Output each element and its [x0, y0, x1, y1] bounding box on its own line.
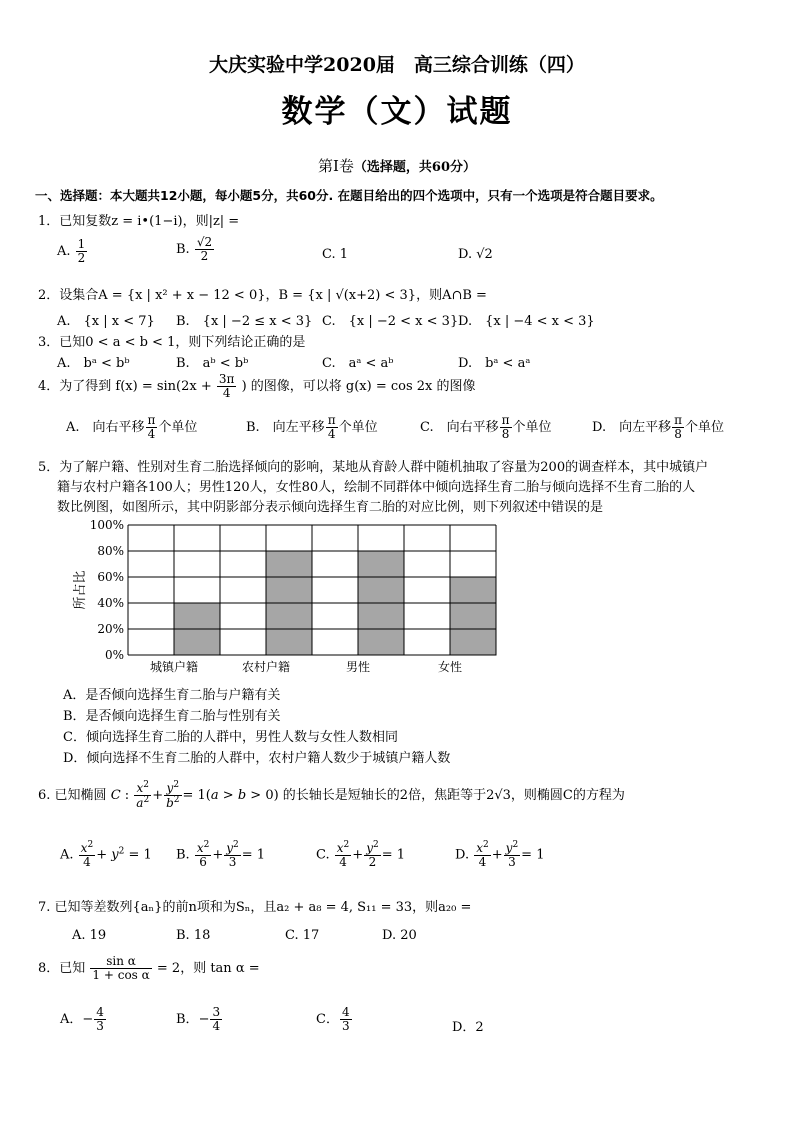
q8-stem: 8．已知 $\frac{\text{sin α}}{\text{1 + cos α}}$ = 2，则 tan α =	[38, 954, 260, 983]
q8-option-c: C． $\frac{4}{3}$	[316, 1005, 350, 1034]
q7-option-c: C. 17	[285, 928, 320, 943]
q2-option-d: D. {x | −4 < x < 3}	[458, 314, 595, 329]
q1-option-d: D. √2	[458, 247, 493, 262]
q6-option-a: A. $\frac{x^2}{4}$ + $y^2 = 1$	[60, 840, 152, 870]
school-line: 大庆实验中学2020届 高三综合训练（四）	[209, 54, 585, 76]
instructions: 一、选择题：本大题共12小题，每小题5分，共60分. 在题目给出的四个选项中，只有一个选项是符合题目要求。	[35, 188, 663, 203]
q2-stem: 2．设集合A = {x | x² + x − 12 < 0}，B = {x | √(x+2) < 3}，则A∩B =	[38, 288, 487, 303]
y-tick-label-3: 60%	[97, 570, 124, 584]
q1-option-c: C. 1	[322, 247, 349, 262]
section-title	[0, 155, 794, 176]
q3-option-a: A. bᵃ < bᵇ	[57, 356, 130, 371]
q4-option-c: C. 向右平移 $\frac{\pi}{8}$ 个单位	[420, 413, 552, 442]
x-tick-label-1: 农村户籍	[241, 660, 291, 674]
x-tick-label-3: 女性	[437, 660, 463, 674]
y-tick-label-4: 80%	[97, 544, 124, 558]
q2-option-b: B. {x | −2 ≤ x < 3}	[176, 314, 313, 329]
section-title-main: 第Ⅰ卷	[317, 157, 354, 175]
y-tick-label-2: 40%	[97, 596, 124, 610]
y-tick-label-0: 0%	[104, 648, 124, 662]
q7-option-b: B. 18	[176, 928, 211, 943]
q7-option-d: D. 20	[382, 928, 417, 943]
q5-line1: 5．为了解户籍、性别对生育二胎选择倾向的影响，某地从育龄人群中随机抽取了容量为200的调查样本，其中城镇户	[38, 460, 709, 475]
q3-option-c: C. aᵃ < aᵇ	[322, 356, 394, 371]
q5-option-d: D．倾向选择不生育二胎的人群中，农村户籍人数少于城镇户籍人数	[63, 751, 451, 766]
section-note: （选择题，共60分）	[353, 160, 477, 175]
y-tick-label-1: 20%	[97, 622, 124, 636]
q1-option-b: B. $\frac{√2}{2}$	[176, 235, 213, 264]
q4-option-d: D. 向左平移 $\frac{\pi}{8}$ 个单位	[592, 413, 724, 442]
q5-option-c: C．倾向选择生育二胎的人群中，男性人数与女性人数相同	[63, 730, 398, 745]
q4-option-a: A. 向右平移 $\frac{\pi}{4}$ 个单位	[66, 413, 198, 442]
q5-option-a: A．是否倾向选择生育二胎与户籍有关	[63, 688, 281, 703]
q4-option-b: B. 向左平移 $\frac{\pi}{4}$ 个单位	[246, 413, 378, 442]
q5-option-b: B．是否倾向选择生育二胎与性别有关	[63, 709, 281, 724]
q8-option-d: D．2	[452, 1020, 484, 1035]
subject-title: 数学（文）试题	[281, 94, 513, 130]
x-tick-label-0: 城镇户籍	[149, 660, 199, 674]
q6-option-d: D. $\frac{x^2}{4}$ + $\frac{y^2}{3}$ = 1	[455, 840, 545, 870]
q2-option-c: C. {x | −2 < x < 3}	[322, 314, 459, 329]
q3-option-d: D. bᵃ < aᵃ	[458, 356, 531, 371]
q7-stem: 7. 已知等差数列{aₙ}的前n项和为Sₙ，且a₂ + a₈ = 4, S₁₁ = 33，则a₂₀ =	[38, 900, 472, 915]
y-tick-label-5: 100%	[89, 518, 124, 532]
q6-option-b: B. $\frac{x^2}{6}$ + $\frac{y^2}{3}$ = 1	[176, 840, 266, 870]
q5-line3: 数比例图，如图所示，其中阴影部分表示倾向选择生育二胎的对应比例，则下列叙述中错误的是	[57, 500, 604, 515]
q6-option-c: C. $\frac{x^2}{4}$ + $\frac{y^2}{2}$ = 1	[316, 840, 405, 870]
q3-stem: 3．已知0 < a < b < 1，则下列结论正确的是	[38, 335, 306, 350]
x-tick-label-2: 男性	[345, 660, 371, 674]
q5-bar-chart	[60, 517, 510, 682]
q3-option-b: B. aᵇ < bᵇ	[176, 356, 249, 371]
q6-stem: 6. 已知椭圆 C : $\frac{x^2}{a^2}$ + $\frac{y^2}{b^2}$ = 1(a > b > 0) 的长轴长是短轴长的2倍，焦距等于2√3，则椭圆C的方程为	[38, 780, 625, 811]
q8-option-a: A．− $\frac{4}{3}$	[60, 1005, 104, 1034]
q1-option-a: A. $\frac{1}{2}$	[57, 237, 86, 266]
bar-3	[450, 577, 496, 655]
y-axis-label: 所占比	[73, 570, 88, 610]
q7-option-a: A. 19	[72, 928, 107, 943]
q8-option-b: B．− $\frac{3}{4}$	[176, 1005, 221, 1034]
q1-stem: 1．已知复数z = i•(1−i)，则|z| =	[38, 214, 240, 229]
q4-stem: 4．为了得到 f(x) = sin(2x + $\frac{3\pi}{4}$ ) 的图像，可以将 g(x) = cos 2x 的图像	[38, 372, 476, 401]
q2-option-a: A. {x | x < 7}	[57, 314, 155, 329]
q5-line2: 籍与农村户籍各100人；男性120人，女性80人，绘制不同群体中倾向选择生育二胎与倾向选择不生育二胎的人	[57, 480, 696, 495]
